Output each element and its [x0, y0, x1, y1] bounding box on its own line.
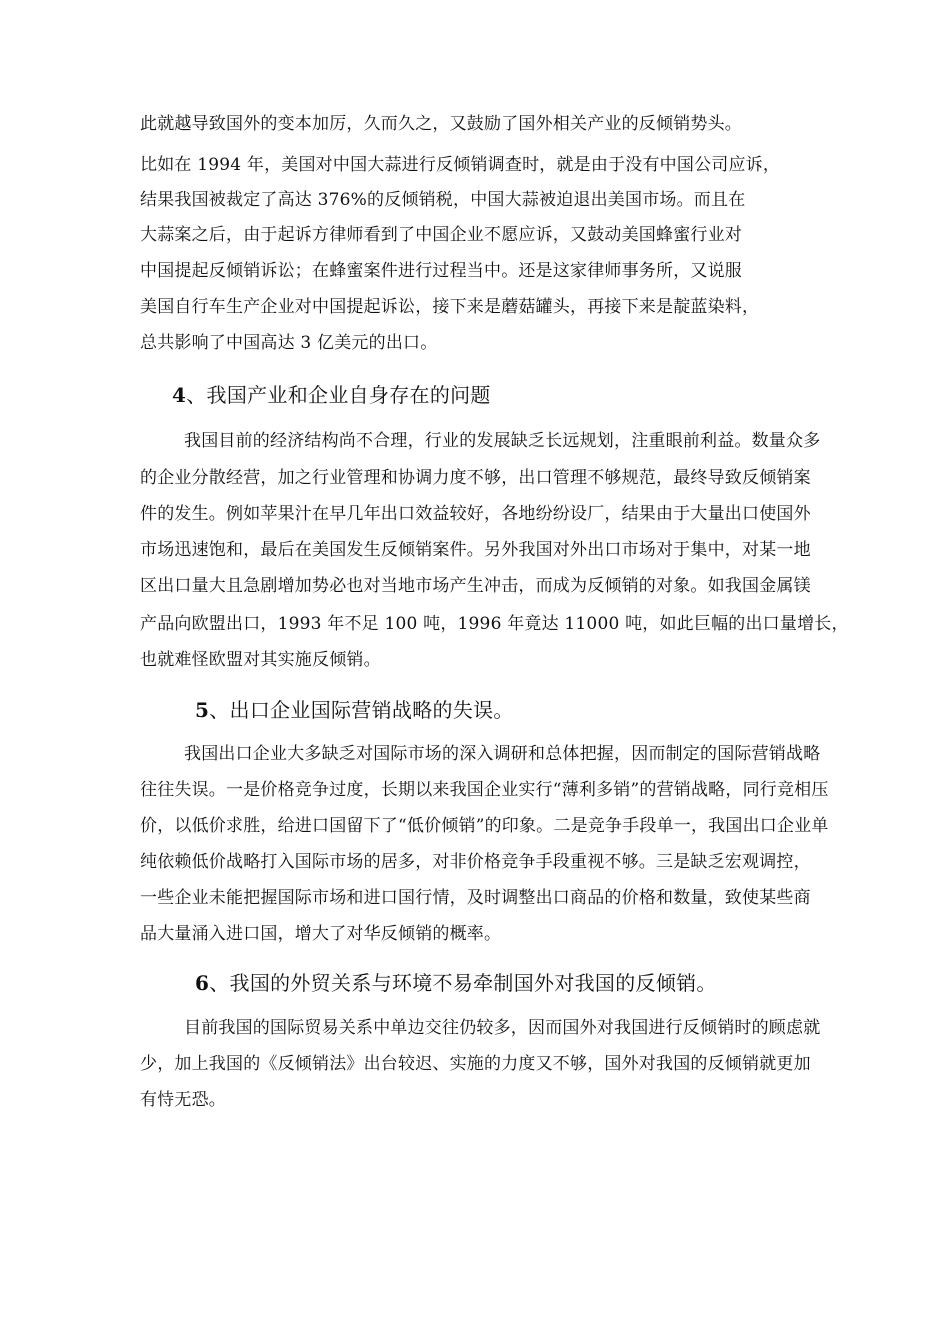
- text-line: 此就越导致国外的变本加厉，久而久之，又鼓励了国外相关产业的反倾销势头。: [140, 114, 742, 134]
- section-heading: [172, 382, 491, 408]
- text-line: 件的发生。例如苹果汁在早几年出口效益较好，各地纷纷设厂，结果由于大量出口使国外: [140, 504, 811, 524]
- text-line: 区出口量大且急剧增加势必也对当地市场产生冲击，而成为反倾销的对象。如我国金属镁: [140, 576, 811, 596]
- text-line: 目前我国的国际贸易关系中单边交往仍较多，因而国外对我国进行反倾销时的顾虑就: [184, 1018, 821, 1038]
- text-line: 的企业分散经营，加之行业管理和协调力度不够，出口管理不够规范，最终导致反倾销案: [140, 468, 811, 488]
- text-line: 大蒜案之后，由于起诉方律师看到了中国企业不愿应诉，又鼓动美国蜂蜜行业对: [140, 225, 742, 245]
- section-number: 4: [172, 383, 187, 407]
- text-line: 价，以低价求胜，给进口国留下了“低价倾销”的印象。二是竞争手段单一，我国出口企业单: [140, 816, 829, 836]
- section-title: 、出口企业国际营销战略的失误。: [209, 698, 514, 722]
- text-line: 美国自行车生产企业对中国提起诉讼，接下来是蘑菇罐头，再接下来是靛蓝染料，: [140, 297, 760, 317]
- text-line: 市场迅速饱和，最后在美国发生反倾销案件。另外我国对外出口市场对于集中，对某一地: [140, 540, 811, 560]
- text-line: 中国提起反倾销诉讼；在蜂蜜案件进行过程当中。还是这家律师事务所，又说服: [140, 261, 742, 281]
- text-line: 我国目前的经济结构尚不合理，行业的发展缺乏长远规划，注重眼前利益。数量众多: [184, 431, 821, 451]
- section-number: 6: [195, 971, 210, 995]
- section-heading: [195, 697, 514, 723]
- text-line: 我国出口企业大多缺乏对国际市场的深入调研和总体把握，因而制定的国际营销战略: [184, 744, 821, 764]
- text-line: 比如在 1994 年，美国对中国大蒜进行反倾销调查时，就是由于没有中国公司应诉，: [140, 155, 781, 175]
- text-line: 产品向欧盟出口，1993 年不足 100 吨，1996 年竟达 11000 吨，如此巨幅的出口量增长，: [140, 614, 849, 634]
- text-line: 一些企业未能把握国际市场和进口国行情，及时调整出口商品的价格和数量，致使某些商: [140, 888, 811, 908]
- section-title: 、我国产业和企业自身存在的问题: [186, 383, 491, 407]
- text-line: 总共影响了中国高达 3 亿美元的出口。: [140, 333, 438, 353]
- text-line: 有恃无恐。: [140, 1090, 226, 1110]
- section-heading: [195, 970, 717, 996]
- section-number: 5: [195, 698, 210, 722]
- section-title: 、我国的外贸关系与环境不易牵制国外对我国的反倾销。: [209, 971, 717, 995]
- text-line: 纯依赖低价战略打入国际市场的居多，对非价格竞争手段重视不够。三是缺乏宏观调控，: [140, 852, 811, 872]
- text-line: 少，加上我国的《反倾销法》出台较迟、实施的力度又不够，国外对我国的反倾销就更加: [140, 1054, 811, 1074]
- text-line: 品大量涌入进口国，增大了对华反倾销的概率。: [140, 924, 502, 944]
- text-line: 往往失误。一是价格竞争过度，长期以来我国企业实行“薄利多销”的营销战略，同行竞相压: [140, 780, 829, 800]
- text-line: 也就难怪欧盟对其实施反倾销。: [140, 650, 381, 670]
- text-line: 结果我国被裁定了高达 376%的反倾销税，中国大蒜被迫退出美国市场。而且在: [140, 190, 746, 210]
